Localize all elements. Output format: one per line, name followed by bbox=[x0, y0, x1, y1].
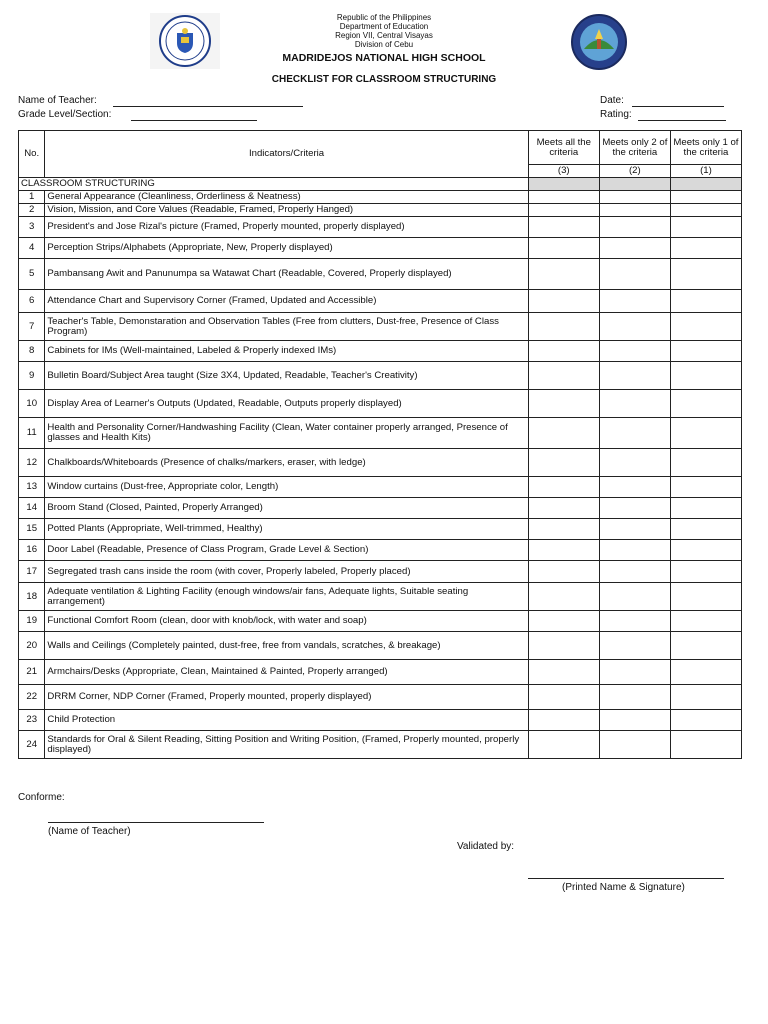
rating-cell-1[interactable] bbox=[670, 632, 741, 660]
meets-two-header: Meets only 2 of the criteria bbox=[599, 131, 670, 165]
row-number: 2 bbox=[19, 204, 45, 217]
section-cell-1 bbox=[670, 178, 741, 191]
section-title: CLASSROOM STRUCTURING bbox=[19, 178, 529, 191]
row-number: 21 bbox=[19, 660, 45, 685]
no-header: No. bbox=[19, 131, 45, 178]
rating-cell-1[interactable] bbox=[670, 477, 741, 498]
table-row bbox=[19, 519, 742, 540]
table-header-row bbox=[19, 131, 742, 165]
row-criteria: Door Label (Readable, Presence of Class Program, Grade Level & Section) bbox=[45, 540, 528, 561]
row-criteria: Health and Personality Corner/Handwashing Facility (Clean, Water container properly arranged, Presence of glasses and Health Kits) bbox=[45, 418, 528, 449]
rating-cell-1[interactable] bbox=[670, 731, 741, 759]
row-criteria: Cabinets for IMs (Well-maintained, Labeled & Properly indexed IMs) bbox=[45, 341, 528, 362]
table-row bbox=[19, 632, 742, 660]
rating-cell-1[interactable] bbox=[670, 362, 741, 390]
row-criteria: Adequate ventilation & Lighting Facility (enough windows/air fans, Adequate lights, Suitable seating arrangement) bbox=[45, 583, 528, 611]
row-number: 1 bbox=[19, 191, 45, 204]
rating-cell-3[interactable] bbox=[528, 731, 599, 759]
rating-cell-3[interactable] bbox=[528, 449, 599, 477]
rating-cell-1[interactable] bbox=[670, 611, 741, 632]
row-number: 11 bbox=[19, 418, 45, 449]
row-number: 19 bbox=[19, 611, 45, 632]
row-number: 16 bbox=[19, 540, 45, 561]
section-cell-3 bbox=[528, 178, 599, 191]
table-row bbox=[19, 341, 742, 362]
rating-cell-3[interactable] bbox=[528, 477, 599, 498]
rating-cell-3[interactable] bbox=[528, 632, 599, 660]
rating-cell-2[interactable] bbox=[599, 390, 670, 418]
row-criteria: General Appearance (Cleanliness, Orderliness & Neatness) bbox=[45, 191, 528, 204]
table-row bbox=[19, 561, 742, 583]
rating-cell-2[interactable] bbox=[599, 685, 670, 710]
row-criteria: Chalkboards/Whiteboards (Presence of chalks/markers, eraser, with ledge) bbox=[45, 449, 528, 477]
row-number: 17 bbox=[19, 561, 45, 583]
section-cell-2 bbox=[599, 178, 670, 191]
row-number: 14 bbox=[19, 498, 45, 519]
row-criteria: Attendance Chart and Supervisory Corner (Framed, Updated and Accessible) bbox=[45, 290, 528, 313]
rating-cell-1[interactable] bbox=[670, 660, 741, 685]
criteria-header: Indicators/Criteria bbox=[45, 131, 528, 178]
row-criteria: Bulletin Board/Subject Area taught (Size 3X4, Updated, Readable, Teacher's Creativity) bbox=[45, 362, 528, 390]
row-criteria: Window curtains (Dust-free, Appropriate color, Length) bbox=[45, 477, 528, 498]
rating-cell-1[interactable] bbox=[670, 191, 741, 204]
rating-cell-3[interactable] bbox=[528, 611, 599, 632]
rating-cell-2[interactable] bbox=[599, 498, 670, 519]
row-criteria: Broom Stand (Closed, Painted, Properly Arranged) bbox=[45, 498, 528, 519]
row-criteria: Armchairs/Desks (Appropriate, Clean, Maintained & Painted, Properly arranged) bbox=[45, 660, 528, 685]
grade-section-field bbox=[18, 109, 111, 120]
rating-cell-3[interactable] bbox=[528, 498, 599, 519]
printed-name-caption: (Printed Name & Signature) bbox=[562, 882, 685, 893]
validated-by-label: Validated by: bbox=[457, 841, 515, 852]
validator-signature-line bbox=[528, 878, 724, 879]
row-number: 10 bbox=[19, 390, 45, 418]
rating-cell-1[interactable] bbox=[670, 217, 741, 238]
row-number: 13 bbox=[19, 477, 45, 498]
row-criteria: Vision, Mission, and Core Values (Readable, Framed, Properly Hanged) bbox=[45, 204, 528, 217]
teacher-name-line bbox=[113, 106, 303, 107]
rating-cell-2[interactable] bbox=[599, 477, 670, 498]
grade-section-label: Grade Level/Section: bbox=[18, 109, 112, 120]
table-row bbox=[19, 191, 742, 204]
checklist-table bbox=[18, 130, 742, 759]
rating-cell-1[interactable] bbox=[670, 341, 741, 362]
rating-cell-1[interactable] bbox=[670, 204, 741, 217]
rating-cell-1[interactable] bbox=[670, 519, 741, 540]
table-row bbox=[19, 449, 742, 477]
rating-cell-2[interactable] bbox=[599, 519, 670, 540]
rating-cell-3[interactable] bbox=[528, 390, 599, 418]
header-division: Division of Cebu bbox=[354, 40, 414, 49]
table-row bbox=[19, 710, 742, 731]
rating-cell-1[interactable] bbox=[670, 583, 741, 611]
score-1: (1) bbox=[670, 165, 741, 178]
school-name: MADRIDEJOS NATIONAL HIGH SCHOOL bbox=[282, 52, 486, 64]
row-number: 20 bbox=[19, 632, 45, 660]
rating-cell-1[interactable] bbox=[670, 540, 741, 561]
row-criteria: Perception Strips/Alphabets (Appropriate, New, Properly displayed) bbox=[45, 238, 528, 259]
row-number: 15 bbox=[19, 519, 45, 540]
rating-cell-2[interactable] bbox=[599, 259, 670, 290]
table-row bbox=[19, 390, 742, 418]
row-number: 6 bbox=[19, 290, 45, 313]
rating-cell-2[interactable] bbox=[599, 660, 670, 685]
rating-cell-2[interactable] bbox=[599, 238, 670, 259]
date-field bbox=[600, 95, 624, 106]
row-number: 8 bbox=[19, 341, 45, 362]
row-criteria: Teacher's Table, Demonstaration and Observation Tables (Free from clutters, Dust-free, Presence of Class Program) bbox=[45, 313, 528, 341]
table-row bbox=[19, 362, 742, 390]
row-criteria: Functional Comfort Room (clean, door with knob/lock, with water and soap) bbox=[45, 611, 528, 632]
table-row bbox=[19, 418, 742, 449]
rating-cell-2[interactable] bbox=[599, 583, 670, 611]
rating-cell-2[interactable] bbox=[599, 632, 670, 660]
score-2: (2) bbox=[599, 165, 670, 178]
row-criteria: Display Area of Learner's Outputs (Updated, Readable, Outputs properly displayed) bbox=[45, 390, 528, 418]
rating-cell-3[interactable] bbox=[528, 341, 599, 362]
table-row bbox=[19, 731, 742, 759]
rating-label: Rating: bbox=[600, 109, 632, 120]
header-department: Department of Education bbox=[339, 22, 429, 31]
rating-line bbox=[638, 120, 726, 121]
rating-cell-3[interactable] bbox=[528, 238, 599, 259]
rating-cell-2[interactable] bbox=[599, 341, 670, 362]
header-republic: Republic of the Philippines bbox=[336, 13, 432, 22]
table-row bbox=[19, 290, 742, 313]
table-row bbox=[19, 685, 742, 710]
rating-cell-3[interactable] bbox=[528, 191, 599, 204]
rating-cell-2[interactable] bbox=[599, 217, 670, 238]
rating-cell-2[interactable] bbox=[599, 710, 670, 731]
date-line bbox=[632, 106, 724, 107]
rating-field bbox=[600, 109, 632, 120]
section-row bbox=[19, 178, 742, 191]
rating-cell-1[interactable] bbox=[670, 390, 741, 418]
rating-cell-2[interactable] bbox=[599, 418, 670, 449]
rating-cell-1[interactable] bbox=[670, 238, 741, 259]
date-label: Date: bbox=[600, 95, 624, 106]
row-number: 22 bbox=[19, 685, 45, 710]
rating-cell-3[interactable] bbox=[528, 259, 599, 290]
rating-cell-1[interactable] bbox=[670, 561, 741, 583]
meets-one-header: Meets only 1 of the criteria bbox=[670, 131, 741, 165]
row-criteria: President's and Jose Rizal's picture (Framed, Properly mounted, properly displayed) bbox=[45, 217, 528, 238]
row-number: 12 bbox=[19, 449, 45, 477]
rating-cell-3[interactable] bbox=[528, 519, 599, 540]
rating-cell-2[interactable] bbox=[599, 540, 670, 561]
rating-cell-2[interactable] bbox=[599, 191, 670, 204]
table-row bbox=[19, 583, 742, 611]
table-row bbox=[19, 660, 742, 685]
row-number: 5 bbox=[19, 259, 45, 290]
rating-cell-1[interactable] bbox=[670, 710, 741, 731]
rating-cell-3[interactable] bbox=[528, 660, 599, 685]
form-title: CHECKLIST FOR CLASSROOM STRUCTURING bbox=[271, 74, 497, 85]
score-3: (3) bbox=[528, 165, 599, 178]
row-criteria: Child Protection bbox=[45, 710, 528, 731]
rating-cell-1[interactable] bbox=[670, 498, 741, 519]
teacher-signature-line bbox=[48, 822, 264, 823]
row-criteria: Potted Plants (Appropriate, Well-trimmed, Healthy) bbox=[45, 519, 528, 540]
rating-cell-1[interactable] bbox=[670, 290, 741, 313]
table-row bbox=[19, 259, 742, 290]
teacher-name-caption: (Name of Teacher) bbox=[48, 826, 131, 837]
rating-cell-3[interactable] bbox=[528, 561, 599, 583]
rating-cell-3[interactable] bbox=[528, 290, 599, 313]
table-row bbox=[19, 204, 742, 217]
table-row bbox=[19, 540, 742, 561]
grade-section-line bbox=[131, 120, 257, 121]
rating-cell-1[interactable] bbox=[670, 449, 741, 477]
rating-cell-3[interactable] bbox=[528, 418, 599, 449]
teacher-name-label: Name of Teacher: bbox=[18, 95, 97, 106]
table-row bbox=[19, 217, 742, 238]
rating-cell-3[interactable] bbox=[528, 362, 599, 390]
meets-all-header: Meets all the criteria bbox=[528, 131, 599, 165]
rating-cell-3[interactable] bbox=[528, 217, 599, 238]
row-number: 24 bbox=[19, 731, 45, 759]
rating-cell-1[interactable] bbox=[670, 259, 741, 290]
teacher-name-field bbox=[18, 95, 97, 106]
row-number: 3 bbox=[19, 217, 45, 238]
row-criteria: Pambansang Awit and Panunumpa sa Watawat Chart (Readable, Covered, Properly displayed) bbox=[45, 259, 528, 290]
row-number: 7 bbox=[19, 313, 45, 341]
row-number: 23 bbox=[19, 710, 45, 731]
rating-cell-2[interactable] bbox=[599, 611, 670, 632]
rating-cell-2[interactable] bbox=[599, 290, 670, 313]
conforme-label: Conforme: bbox=[18, 792, 65, 803]
table-row bbox=[19, 313, 742, 341]
table-row bbox=[19, 477, 742, 498]
row-number: 18 bbox=[19, 583, 45, 611]
row-criteria: Walls and Ceilings (Completely painted, dust-free, free from vandals, scratches, & breakage) bbox=[45, 632, 528, 660]
row-criteria: Standards for Oral & Silent Reading, Sitting Position and Writing Position, (Framed, Properly mounted, properly displayed) bbox=[45, 731, 528, 759]
rating-cell-3[interactable] bbox=[528, 540, 599, 561]
rating-cell-3[interactable] bbox=[528, 313, 599, 341]
table-row bbox=[19, 238, 742, 259]
rating-cell-2[interactable] bbox=[599, 731, 670, 759]
row-criteria: DRRM Corner, NDP Corner (Framed, Properly mounted, properly displayed) bbox=[45, 685, 528, 710]
table-row bbox=[19, 611, 742, 632]
rating-cell-1[interactable] bbox=[670, 685, 741, 710]
rating-cell-1[interactable] bbox=[670, 418, 741, 449]
rating-cell-2[interactable] bbox=[599, 561, 670, 583]
rating-cell-3[interactable] bbox=[528, 204, 599, 217]
rating-cell-1[interactable] bbox=[670, 313, 741, 341]
rating-cell-2[interactable] bbox=[599, 313, 670, 341]
table-row bbox=[19, 498, 742, 519]
rating-cell-3[interactable] bbox=[528, 583, 599, 611]
rating-cell-2[interactable] bbox=[599, 449, 670, 477]
row-criteria: Segregated trash cans inside the room (with cover, Properly labeled, Properly placed) bbox=[45, 561, 528, 583]
row-number: 9 bbox=[19, 362, 45, 390]
rating-cell-3[interactable] bbox=[528, 710, 599, 731]
rating-cell-2[interactable] bbox=[599, 362, 670, 390]
header-region: Region VII, Central Visayas bbox=[335, 31, 433, 40]
rating-cell-2[interactable] bbox=[599, 204, 670, 217]
row-number: 4 bbox=[19, 238, 45, 259]
rating-cell-3[interactable] bbox=[528, 685, 599, 710]
